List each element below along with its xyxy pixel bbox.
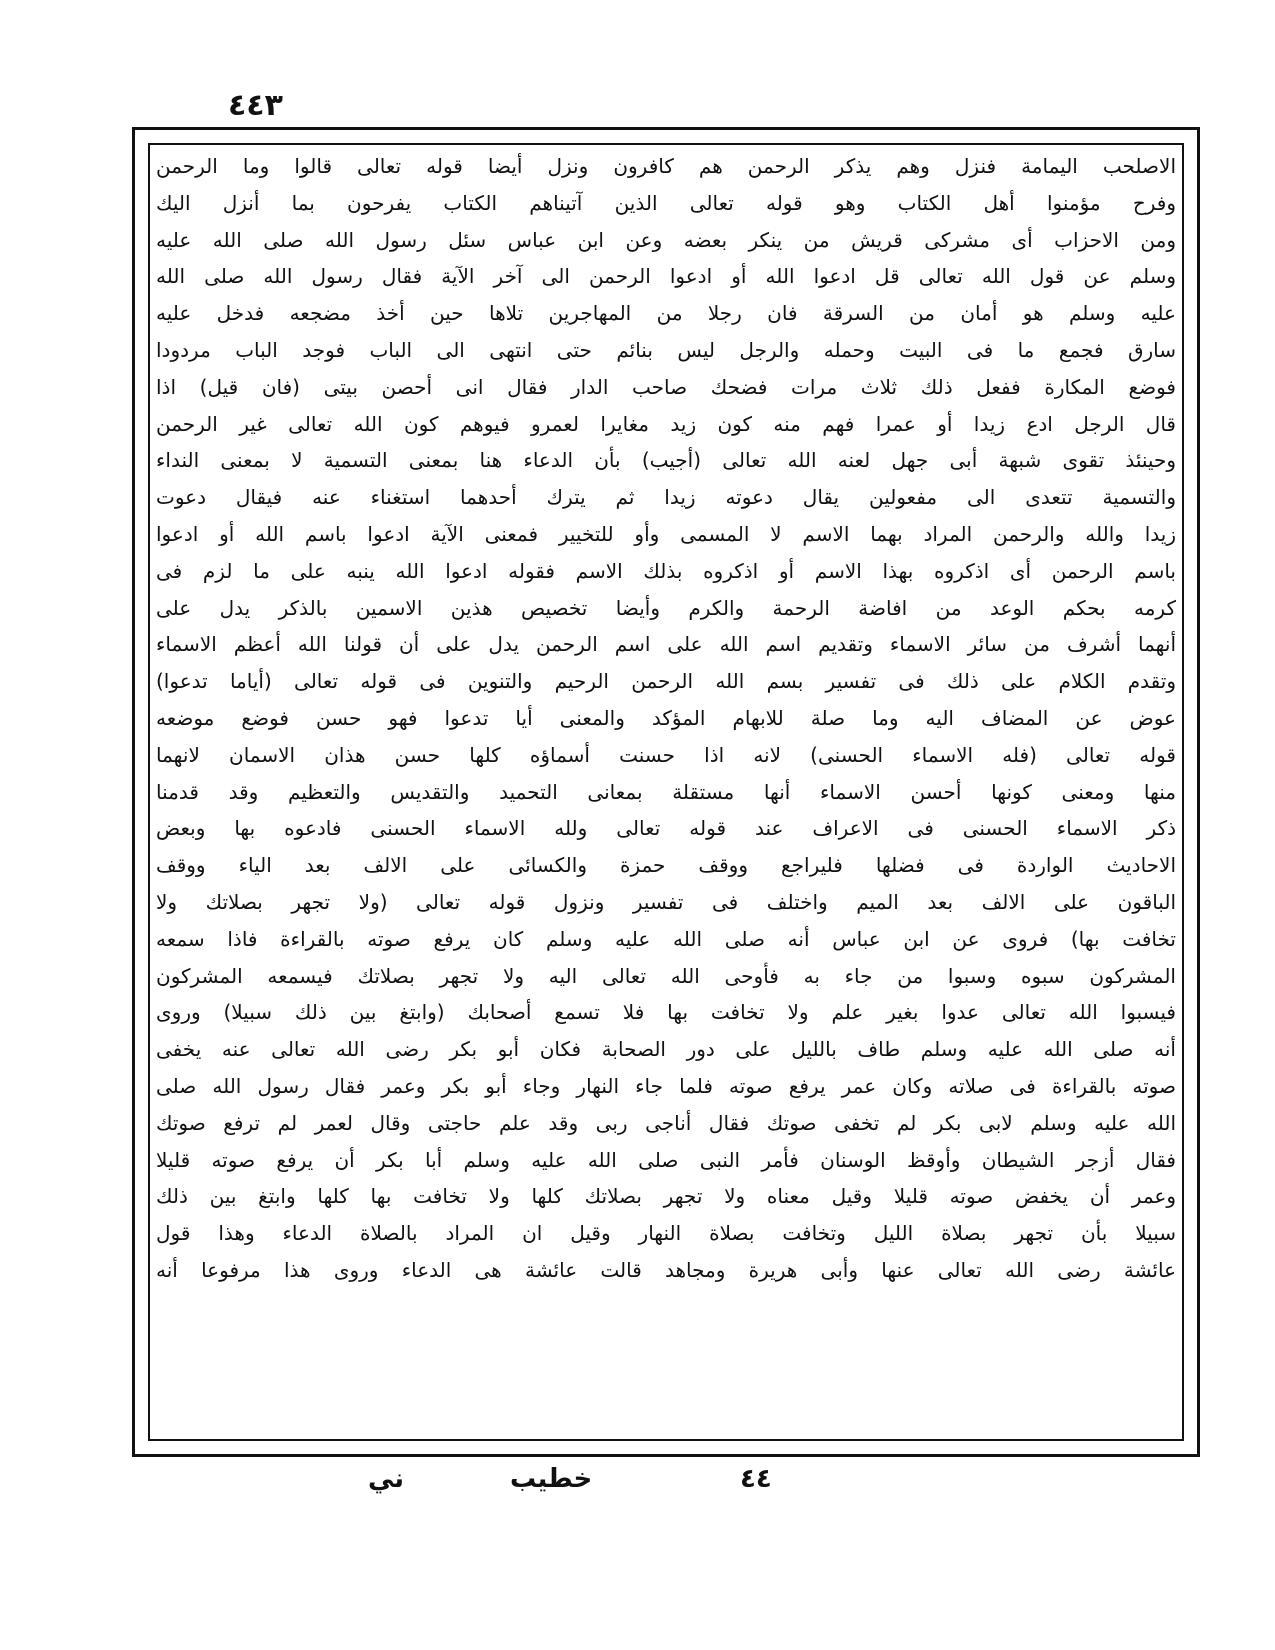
footer-part-mark: ني bbox=[368, 1464, 405, 1494]
text-line: الباقون على الالف بعد الميم واختلف فى تفسير ونزول قوله تعالى (ولا تجهر بصلاتك ولا bbox=[156, 889, 1176, 914]
text-line: قوله تعالى (فله الاسماء الحسنى) لانه اذا حسنت أسماؤه كلها حسن هذان الاسمان لانهما bbox=[156, 742, 1176, 767]
text-line: باسم الرحمن أى اذكروه بهذا الاسم أو اذكروه بذلك الاسم فقوله ادعوا الله ينبه على ما لزم فى bbox=[156, 558, 1176, 583]
text-line: صوته بالقراءة فى صلاته وكان عمر يرفع صوته فلما جاء النهار وجاء أبو بكر وعمر فقال رسول الله صلى bbox=[156, 1073, 1176, 1098]
page-number: ٤٤٣ bbox=[228, 88, 283, 123]
text-line: كرمه بحكم الوعد من افاضة الرحمة والكرم وأيضا تخصيص هذين الاسمين بالذكر يدل على bbox=[156, 595, 1176, 620]
text-line: وفرح مؤمنوا أهل الكتاب وهو قوله تعالى الذين آتيناهم الكتاب يفرحون بما أنزل اليك bbox=[156, 190, 1176, 215]
text-line: زيدا والله والرحمن المراد بهما الاسم لا المسمى وأو للتخيير فمعنى الآية ادعوا باسم الله أو ادعوا bbox=[156, 521, 1176, 546]
text-line: والتسمية تتعدى الى مفعولين يقال دعوته زيدا ثم يترك أحدهما استغناء عنه فيقال دعوت bbox=[156, 485, 1176, 510]
text-line: سارق فجمع ما فى البيت وحمله والرجل ليس بنائم حتى انتهى الى الباب فوجد الباب مردودا bbox=[156, 337, 1176, 362]
text-line: أنهما أشرف من سائر الاسماء وتقديم اسم الله على اسم الرحمن يدل على أن قولنا الله أعظم الاسماء bbox=[156, 632, 1176, 657]
footer-author-name: خطيب bbox=[510, 1464, 593, 1494]
text-line: عليه وسلم هو أمان من السرقة فان رجلا من المهاجرين تلاها حين أخذ مضجعه فدخل عليه bbox=[156, 301, 1176, 326]
text-line: الاصلحب اليمامة فنزل وهم يذكر الرحمن هم كافرون ونزل أيضا قوله تعالى قالوا وما الرحمن bbox=[156, 154, 1176, 178]
text-line: فيسبوا الله تعالى عدوا بغير علم ولا تخافت بها فلا تسمع أصحابك (وابتغ بين ذلك سبيلا) وروى bbox=[156, 1000, 1176, 1025]
text-line: فقال أزجر الشيطان وأوقظ الوسنان فأمر النبى صلى الله عليه وسلم أبا بكر أن يرفع صوته قليلا bbox=[156, 1147, 1176, 1172]
text-line: قال الرجل ادع زيدا أو عمرا فهم منه كون زيد مغايرا لعمرو فيوهم كون الله تعالى غير الرحمن bbox=[156, 411, 1176, 436]
page-footer bbox=[0, 1462, 1275, 1522]
text-line: وسلم عن قول الله تعالى قل ادعوا الله أو ادعوا الرحمن الى آخر الآية فقال رسول الله صلى الله bbox=[156, 264, 1176, 289]
text-line: ومن الاحزاب أى مشركى قريش من ينكر بعضه وعن ابن عباس سئل رسول الله صلى الله عليه bbox=[156, 227, 1176, 252]
text-line: عائشة رضى الله تعالى عنها وأبى هريرة ومجاهد قالت عائشة هى الدعاء وروى هذا مرفوعا أنه bbox=[156, 1257, 1176, 1282]
text-line: منها ومعنى كونها أحسن الاسماء أنها مستقلة بمعانى التحميد والتقديس والتعظيم وقد قدمنا bbox=[156, 779, 1176, 804]
text-line: وعمر أن يخفض صوته قليلا وقيل معناه ولا تجهر بصلاتك كلها ولا تخافت بها كلها وابتغ بين ذلك bbox=[156, 1184, 1176, 1209]
text-line: الاحاديث الواردة فى فضلها فليراجع ووقف حمزة والكسائى على الالف بعد الياء ووقف bbox=[156, 853, 1176, 878]
text-line: الله عليه وسلم لابى بكر لم تخفى صوتك فقال أناجى ربى وقد علم حاجتى وقال لعمر لم ترفع صوتك bbox=[156, 1110, 1176, 1135]
text-line: فوضع المكارة ففعل ذلك ثلاث مرات فضحك صاحب الدار فقال انى أحصن بيتى (فان قيل) اذا bbox=[156, 374, 1176, 399]
text-line: وحينئذ تقوى شبهة أبى جهل لعنه الله تعالى (أجيب) بأن الدعاء هنا بمعنى التسمية لا بمعنى النداء bbox=[156, 448, 1176, 473]
text-line: تخافت بها) فروى عن ابن عباس أنه صلى الله عليه وسلم كان يرفع صوته بالقراءة فاذا سمعه bbox=[156, 926, 1176, 951]
text-line: أنه صلى الله عليه وسلم طاف بالليل على دور الصحابة فكان أبو بكر رضى الله تعالى عنه يخفى bbox=[156, 1037, 1176, 1062]
text-line: وتقدم الكلام على ذلك فى تفسير بسم الله الرحمن الرحيم والتنوين فى قوله تعالى (أياما تدعوا) bbox=[156, 669, 1176, 694]
text-line: عوض عن المضاف اليه وما صلة للابهام المؤكد والمعنى أيا تدعوا فهو حسن فوضع موضعه bbox=[156, 705, 1176, 730]
text-line: المشركون سبوه وسبوا من جاء به فأوحى الله تعالى اليه ولا تجهر بصلاتك فيسمعه المشركون bbox=[156, 963, 1176, 988]
text-line: ذكر الاسماء الحسنى فى الاعراف عند قوله تعالى ولله الاسماء الحسنى فادعوه بها وبعض bbox=[156, 816, 1176, 841]
main-text bbox=[156, 148, 1176, 1438]
text-line: سبيلا بأن تجهر بصلاة الليل وتخافت بصلاة النهار وقيل ان المراد بالصلاة الدعاء وهذا قول bbox=[156, 1221, 1176, 1246]
footer-signature-number: ٤٤ bbox=[740, 1464, 772, 1494]
